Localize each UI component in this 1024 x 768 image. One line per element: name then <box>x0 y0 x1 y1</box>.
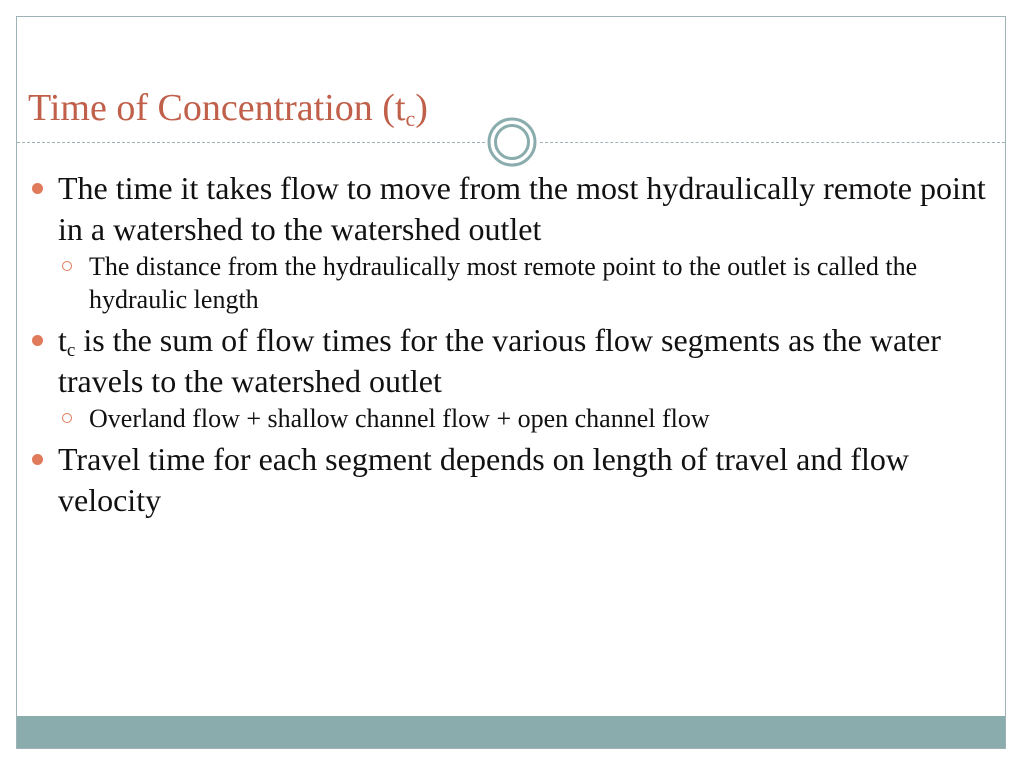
bullet-prefix: t <box>58 322 67 358</box>
bullet-item <box>28 168 988 250</box>
bullet-text: is the sum of flow times for the various flow segments as the water travels to the watershed outlet <box>58 322 941 399</box>
sub-bullet-ring-icon <box>62 261 72 271</box>
bullet-item <box>28 439 988 521</box>
sub-bullet-ring-icon <box>62 413 72 423</box>
slide-body <box>28 168 988 521</box>
double-ring-ornament-icon <box>487 117 537 167</box>
footer-bar <box>17 716 1005 748</box>
bullet-dot-icon <box>32 454 43 465</box>
sub-bullet-text: The distance from the hydraulically most remote point to the outlet is called the hydraulic length <box>89 252 918 314</box>
title-close-paren: ) <box>415 87 428 129</box>
sub-bullet-item <box>28 250 988 316</box>
title-divider-left <box>17 142 485 143</box>
title-subscript: c <box>405 106 416 131</box>
slide-title <box>28 84 428 132</box>
bullet-dot-icon <box>32 183 43 194</box>
title-divider-right <box>540 142 1005 143</box>
sub-bullet-item <box>28 402 988 435</box>
bullet-dot-icon <box>32 335 43 346</box>
bullet-text: The time it takes flow to move from the most hydraulically remote point in a watershed to the watershed outlet <box>58 170 986 247</box>
sub-bullet-text: Overland flow + shallow channel flow + open channel flow <box>89 404 710 433</box>
bullet-prefix-subscript: c <box>66 340 76 361</box>
bullet-item <box>28 320 988 402</box>
bullet-text: Travel time for each segment depends on length of travel and flow velocity <box>58 441 910 518</box>
title-text: Time of Concentration (t <box>28 87 406 129</box>
